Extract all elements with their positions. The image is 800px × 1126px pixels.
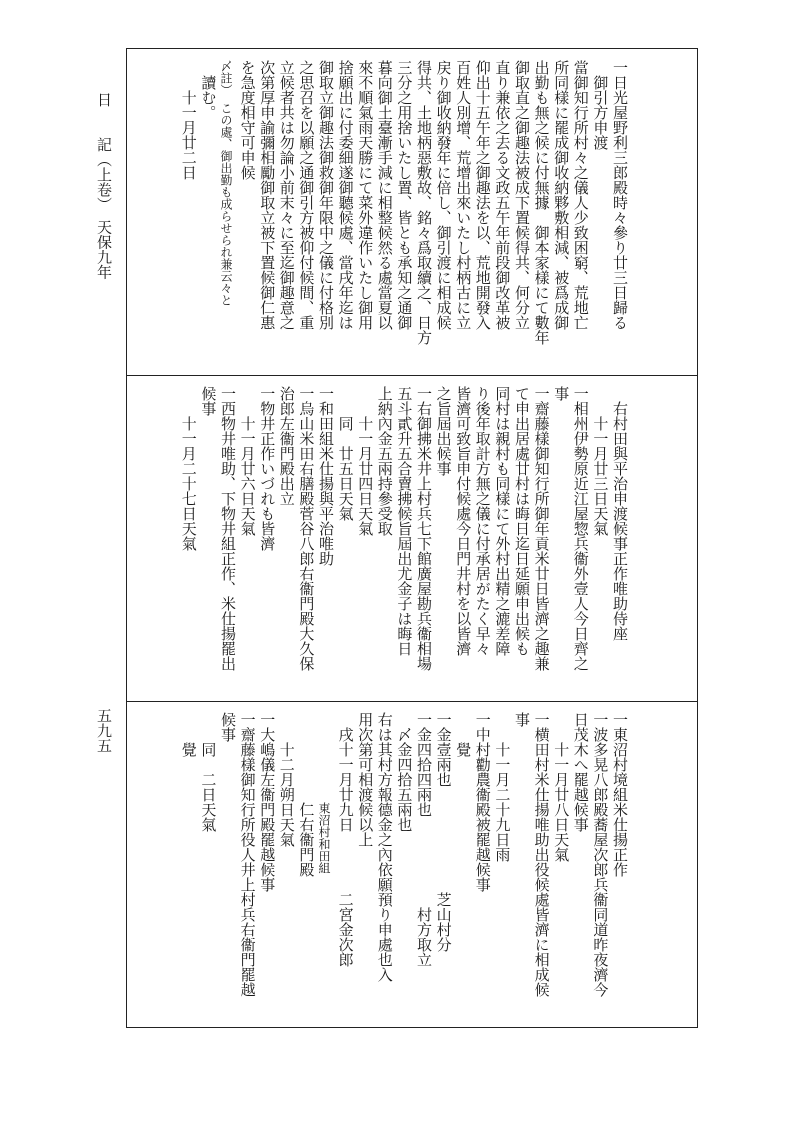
text-column: 出勤も無之候に付無據 御本家樣にて數年: [532, 60, 551, 345]
text-column: 一大嶋儀左衞門殿罷越候事: [258, 712, 277, 892]
text-column: 一烏山米田右膳殿菅谷八郎右衞門殿大久保: [297, 386, 316, 671]
text-column: 一横田村米仕揚唯助出役候處皆濟に相成候: [532, 712, 551, 997]
text-column: 當御知行所村々之儀人少致困窮、荒地亡: [571, 60, 590, 330]
text-column: 所同樣に罷成御收納夥敷相減、被爲成御: [552, 60, 571, 330]
text-column: 一金四拾四兩也 村方取立: [415, 712, 433, 967]
text-column: 一中村勸農衞殿被罷越候事: [473, 712, 492, 892]
text-column: 事: [513, 712, 531, 727]
section-divider-2: [126, 701, 698, 702]
text-column: 仁右衞門殿: [297, 802, 316, 877]
text-column: 讀む。: [199, 75, 218, 120]
text-column: 一相州伊勢原近江屋惣兵衞外壹人今日齊之: [571, 386, 590, 671]
text-column: 百姓人別增、荒增出來いたし村柄古に立: [454, 60, 473, 330]
text-column: 五斗貳升五合賣拂候旨屆出尤金子は晦日: [395, 386, 414, 656]
text-column: て申出居處廿村は晦日迄日延願申出候も: [513, 386, 531, 656]
text-column: 一東沼村境組米仕揚正作: [611, 712, 629, 877]
text-column: 用次第可相渡候以上: [356, 712, 375, 847]
text-column: 直り兼依之去る文政五午年前段御改革被: [493, 60, 512, 330]
text-column: 一齋藤樣御知行所御年貢米廿日皆濟之趣兼: [532, 386, 551, 671]
text-column: 日茂木へ罷越候事: [571, 712, 590, 832]
text-column: 覺: [454, 742, 473, 757]
text-column: 御取直之御趣法被成下置候得共、何分立: [513, 60, 531, 330]
text-column: 立候者共は勿論小前末々に至迄御趣意之: [277, 60, 296, 330]
text-column: 東沼村和田組: [317, 802, 331, 874]
text-column: 御引方申渡: [591, 75, 610, 150]
text-column: 次第厚申諭彌相勵御取立被下置候御仁惠: [258, 60, 277, 330]
text-column: り後年取計方無之儀に付承居がたく早々: [473, 386, 492, 656]
text-column: 十一月廿四日天氣: [356, 416, 375, 536]
text-column: 〆金四拾五兩也: [395, 727, 414, 832]
text-column: 來不順氣雨天勝にて菜外違作いたし御用: [356, 60, 375, 330]
text-column: 御取立御趣法御救御年限中之儀に付格別: [317, 60, 335, 330]
text-column: 十一月二十九日雨: [493, 742, 512, 862]
text-column: 戌十一月廿九日 二宮金次郎: [336, 727, 355, 967]
text-column: 十一月廿二日: [179, 90, 198, 180]
text-column: 同 廿五日天氣: [336, 416, 355, 521]
text-column: 覺: [179, 742, 198, 757]
text-column: 一波多晃八郎殿蕎屋次郎兵衞同道昨夜濟今: [591, 712, 610, 997]
text-column: 一金壹兩也 芝山村分: [434, 712, 453, 952]
text-column: 一西物井唯助、下物井組正作、米仕揚罷出: [219, 386, 237, 671]
text-column: 一右御拂米井上村兵七下館廣屋勘兵衞相場: [415, 386, 433, 671]
text-column: 戻り御收納發年に倍し、御引渡に相成候: [434, 60, 453, 330]
text-column: 右村田與平治申渡候事正作唯助侍座: [611, 401, 629, 641]
text-column: 仰出十五午年之御趣法を以、荒地開發入: [473, 60, 492, 330]
text-column: を急度相守可申候: [238, 60, 257, 180]
text-column: 一物井正作いづれも皆濟: [258, 386, 277, 551]
text-column: 十一月二十七日天氣: [179, 416, 198, 551]
text-column: 候事: [199, 386, 218, 416]
text-column: 一日光屋野利三郎殿時々參り廿三日歸る: [611, 60, 629, 330]
text-column: 十一月廿八日天氣: [552, 742, 571, 862]
text-column: 右は其村方報德金之內依願預り申處也入: [375, 712, 394, 982]
text-column: 〆註） この處、御出勤も成らせられ兼云々と: [219, 60, 233, 306]
section-divider-1: [126, 375, 698, 376]
text-column: 捨願出に付委細遂御聽候處、當戌年迄は: [336, 60, 355, 330]
text-column: 同 二日天氣: [199, 742, 218, 832]
text-column: 之旨屆出候事: [434, 386, 453, 476]
text-column: 三分之用捨いたし置、皆とも承知之通御: [395, 60, 414, 330]
text-column: 事: [552, 386, 571, 401]
text-column: 候事: [219, 712, 237, 742]
text-column: 一和田組米仕揚與平治唯助: [317, 386, 335, 566]
text-column: 十二月朔日天氣: [277, 742, 296, 847]
text-column: 得共、土地柄惡敷故、銘々爲取續之、日方: [415, 60, 433, 345]
text-column: 治郎左衞門殿出立: [277, 386, 296, 506]
text-column: 之思召を以願之通御引方被仰付候間、重: [297, 60, 316, 330]
text-column: 一齋藤樣御知行所役人井上村兵右衞門罷越: [238, 712, 257, 997]
text-column: 暮向御土臺漸手減に相整候然る處當夏以: [375, 60, 394, 330]
text-column: 十一月廿六日天氣: [238, 416, 257, 536]
text-column: 上納內金五兩持參受取: [375, 386, 394, 536]
page-number: 五九五: [95, 708, 113, 753]
text-column: 十一月廿三日天氣: [591, 416, 610, 536]
running-head-title: 日 記（上卷） 天保九年: [95, 92, 113, 280]
text-column: 同村は親村も同樣にて外村出精之漉差障: [493, 386, 512, 656]
text-column: 皆濟可致旨申付候處今日門井村を以皆濟: [454, 386, 473, 656]
